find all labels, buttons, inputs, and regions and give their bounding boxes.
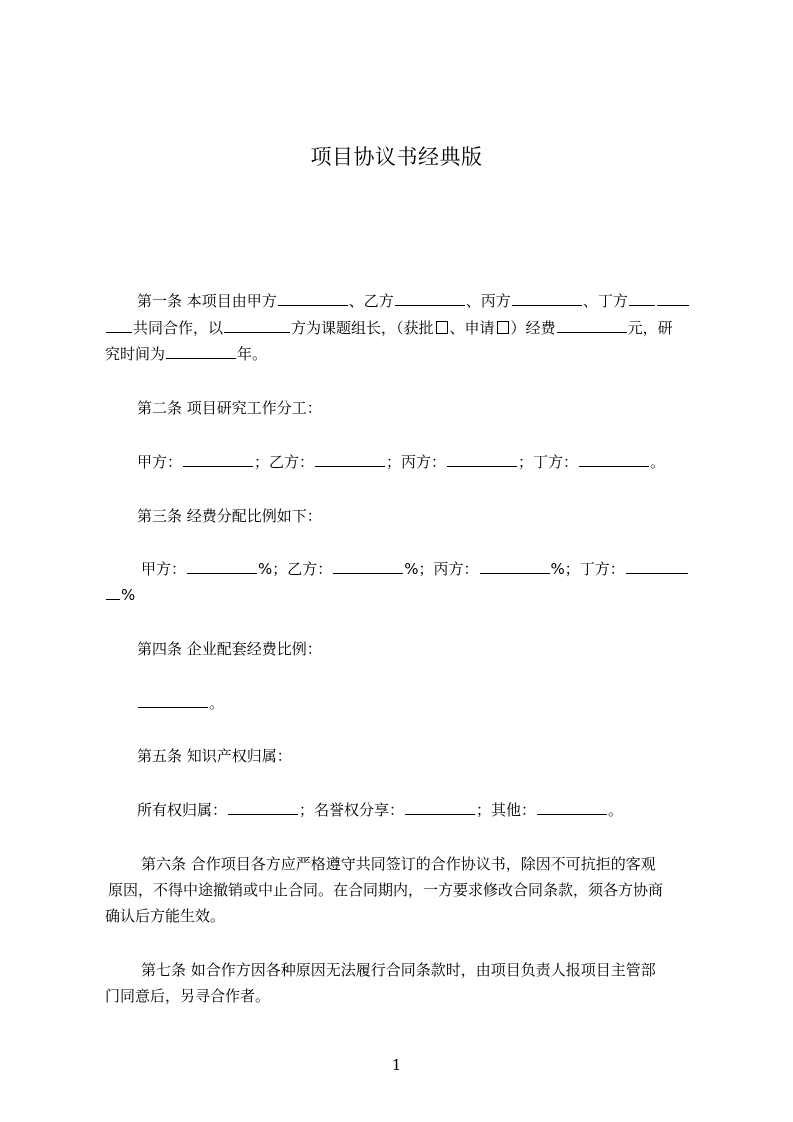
document-title: 项目协议书经典版 (310, 145, 483, 169)
fill-blank[interactable] (557, 317, 627, 333)
fill-blank[interactable] (224, 317, 290, 333)
fill-blank[interactable] (187, 558, 257, 574)
page-number: 1 (391, 1056, 402, 1074)
fill-blank[interactable] (228, 799, 298, 815)
text-run: ；其他： (476, 801, 537, 819)
article-4-heading: 第四条 企业配套经费比例： (137, 640, 322, 658)
article-5-fields (137, 799, 623, 821)
text-run: 、丙方 (465, 292, 511, 310)
fill-blank[interactable] (106, 584, 120, 600)
text-run: ；名誉权分享： (299, 801, 405, 819)
text-run: 究时间为 (105, 345, 166, 363)
fill-blank[interactable] (626, 558, 688, 574)
text-run: ；乙方： (254, 453, 315, 471)
text-run: %；丙方： (404, 560, 479, 578)
fill-blank[interactable] (183, 451, 253, 467)
text-run: 、乙方 (348, 292, 394, 310)
article-2-heading: 第二条 项目研究工作分工： (137, 399, 322, 417)
article-6-line-3: 确认后方能生效。 (105, 907, 226, 925)
fill-blank[interactable] (537, 799, 607, 815)
fill-blank[interactable] (333, 558, 403, 574)
fill-blank[interactable] (405, 799, 475, 815)
fill-blank[interactable] (315, 451, 385, 467)
fill-blank[interactable] (278, 290, 348, 306)
fill-blank[interactable] (629, 290, 655, 306)
fill-blank[interactable] (657, 290, 689, 306)
article-1-line-1 (137, 290, 690, 312)
text-run: ；丁方： (518, 453, 579, 471)
text-run: 甲方： (137, 453, 183, 471)
fill-blank[interactable] (480, 558, 550, 574)
text-run: % (121, 586, 136, 604)
article-7-line-1: 第七条 如合作方因各种原因无法履行合同条款时，由项目负责人报项目主管部 (141, 961, 656, 979)
text-run: 、申请 (449, 319, 495, 337)
fill-blank[interactable] (512, 290, 582, 306)
fill-blank[interactable] (166, 343, 236, 359)
article-7-line-2: 门同意后，另寻合作者。 (105, 987, 271, 1005)
article-4-fields (137, 692, 224, 714)
text-run: 所有权归属： (137, 801, 228, 819)
text-run: %；丁方： (550, 560, 625, 578)
article-1-line-2 (105, 317, 673, 339)
fill-blank[interactable] (579, 451, 649, 467)
fill-blank[interactable] (447, 451, 517, 467)
article-1-line-3 (105, 343, 267, 365)
checkbox-apply[interactable] (497, 321, 509, 334)
article-6-line-1: 第六条 合作项目各方应严格遵守共同签订的合作协议书，除因不可抗拒的客观 (141, 855, 656, 873)
text-run: 、丁方 (582, 292, 628, 310)
fill-blank[interactable] (395, 290, 465, 306)
article-3-heading: 第三条 经费分配比例如下： (137, 507, 322, 525)
text-run: ）经费 (510, 319, 556, 337)
text-run: ；丙方： (386, 453, 447, 471)
text-run: 甲方： (141, 560, 187, 578)
text-run: 共同合作，以 (133, 319, 224, 337)
text-run: %；乙方： (258, 560, 333, 578)
text-run: 。 (608, 801, 624, 819)
fill-blank[interactable] (106, 317, 132, 333)
article-5-heading: 第五条 知识产权归属： (137, 747, 292, 765)
fill-blank[interactable] (138, 692, 208, 708)
text-run: 第一条 本项目由甲方 (137, 292, 277, 310)
checkbox-approved[interactable] (436, 321, 448, 334)
article-6-line-2: 原因，不得中途撤销或中止合同。在合同期内，一方要求修改合同条款，须各方协商 (108, 881, 664, 899)
article-3-fields-line-1 (141, 558, 689, 580)
text-run: 方为课题组长，（获批 (291, 319, 434, 337)
text-run: 。 (209, 694, 225, 712)
text-run: 年。 (237, 345, 268, 363)
article-2-fields (137, 451, 665, 473)
text-run: 元，研 (627, 319, 673, 337)
article-3-fields-line-2 (105, 584, 135, 606)
text-run: 。 (650, 453, 666, 471)
